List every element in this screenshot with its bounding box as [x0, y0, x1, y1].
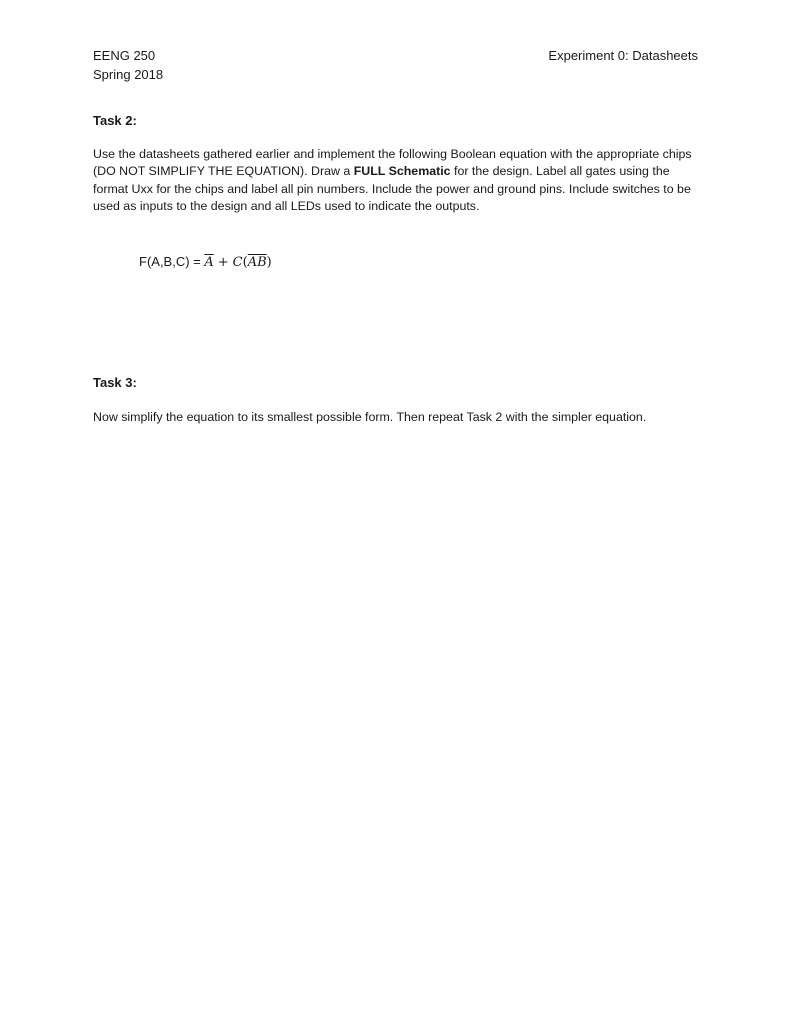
equation-open-paren: (: [242, 255, 248, 270]
equation-term-c: C: [232, 255, 243, 270]
equation-plus: +: [217, 255, 229, 270]
equation-close-paren: ): [266, 255, 272, 270]
task2-heading: Task 2:: [93, 113, 137, 128]
course-code: EENG 250: [93, 48, 156, 63]
task2-body-text-2: for the design. Label all gates using the format Uxx for the chips and label all pin numbers. Include the power and ground pins. Include switches to be used as inputs to the design and all LEDs used to indicate the outputs.: [93, 164, 691, 213]
course-term: Spring 2018: [93, 67, 164, 82]
task2-body: [93, 146, 703, 215]
experiment-title: Experiment 0: Datasheets: [548, 48, 698, 63]
boolean-equation: [139, 252, 272, 272]
equation-term-ab-bar: $\overline{AB}$: [247, 255, 267, 270]
task2-body-text-1: Use the datasheets gathered earlier and implement the following Boolean equation with the appropriate chips (DO NOT SIMPLIFY THE EQUATION). Draw a: [93, 147, 692, 179]
task3-heading: Task 3:: [93, 375, 137, 390]
task2-body-bold: FULL Schematic: [353, 164, 451, 179]
equation-lhs: F(A,B,C) =: [139, 254, 205, 269]
header-left: [93, 46, 163, 84]
task3-body: Now simplify the equation to its smallest possible form. Then repeat Task 2 with the simpler equation.: [93, 410, 647, 424]
equation-term-a-bar: $\overline{A}$: [204, 255, 214, 270]
